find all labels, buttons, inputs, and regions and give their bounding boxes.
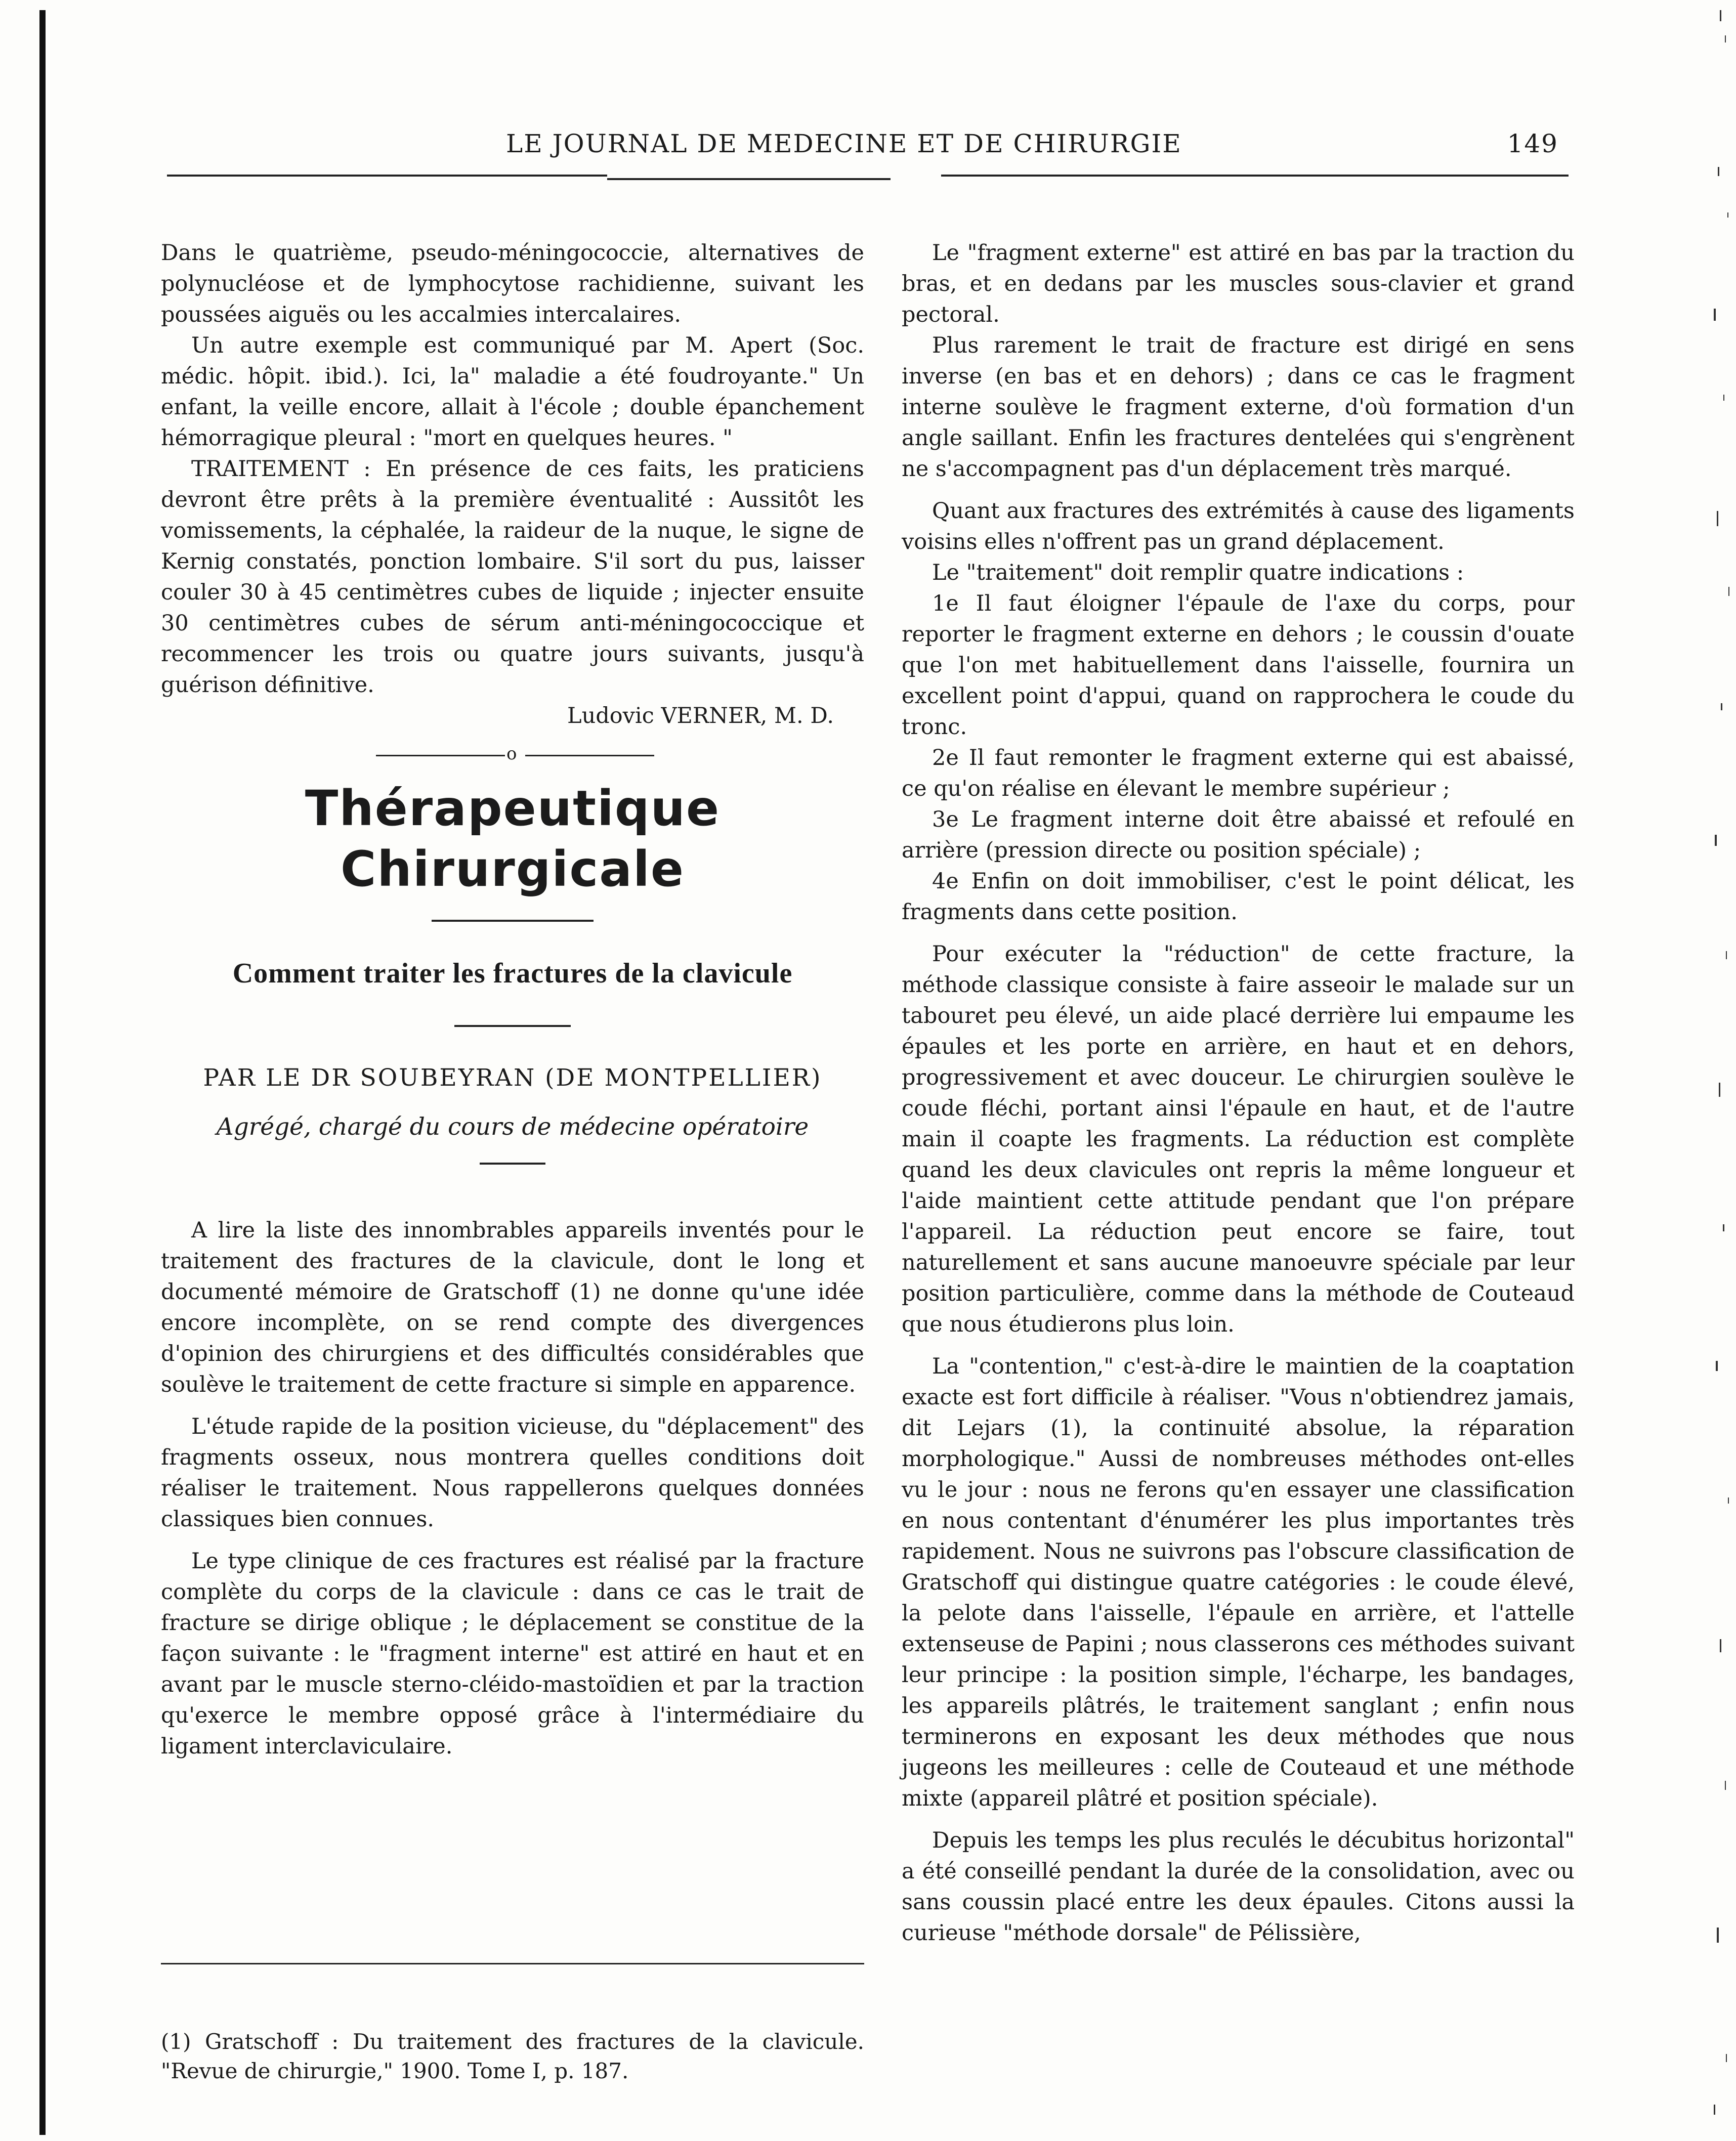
affiliation: Agrégé, chargé du cours de médecine opératoire <box>216 1113 809 1141</box>
list-item: 3e Le fragment interne doit être abaissé et refoulé en arrière (pression directe ou position spéciale) ; <box>902 807 1575 863</box>
header-rule <box>167 175 607 177</box>
paragraph: A lire la liste des innombrables appareils inventés pour le traitement des fractures de la clavicule, dont le long et documenté mémoire de Gratschoff (1) ne donne qu'une idée encore incomplète, on se rend compte des divergences d'opinion des chirurgiens et des difficultés considérables que soulève le traitement de cette fracture si simple en apparence. <box>161 1218 864 1397</box>
paragraph: Plus rarement le trait de fracture est dirigé en sens inverse (en bas et en dehors) ; dans ce cas le fragment interne soulève le fragment externe, d'où formation d'un angle saillant. Enfin les fractures dentelées qui s'engrènent ne s'accompagnent pas d'un déplacement très marqué. <box>902 333 1575 482</box>
list-item: 2e Il faut remonter le fragment externe qui est abaissé, ce qu'on réalise en élevant le membre supérieur ; <box>902 745 1575 801</box>
list-item: 4e Enfin on doit immobiliser, c'est le point délicat, les fragments dans cette position. <box>902 869 1575 925</box>
paragraph: Le "fragment externe" est attiré en bas par la traction du bras, et en dedans par les muscles sous-clavier et grand pectoral. <box>902 240 1575 327</box>
paragraph: TRAITEMENT : En présence de ces faits, les praticiens devront être prêts à la première éventualité : Aussitôt les vomissements, la céphalée, la raideur de la nuque, le signe de Kernig constatés, ponction lombaire. S'il sort du pus, laisser couler 30 à 45 centimètres cubes de liquide ; injecter ensuite 30 centimètres cubes de sérum anti-méningococcique et recommencer les trois ou quatre jours suivants, jusqu'à guérison définitive. <box>161 456 864 698</box>
byline-rule <box>480 1163 545 1165</box>
running-header <box>506 129 1558 164</box>
separator-line <box>525 755 654 756</box>
binding-edge <box>39 10 46 2135</box>
paragraph: Quant aux fractures des extrémités à cause des ligaments voisins elles n'offrent pas un grand déplacement. <box>902 498 1575 554</box>
paragraph: Pour exécuter la "réduction" de cette fracture, la méthode classique consiste à faire asseoir le malade sur un tabouret peu élevé, un aide placé derrière lui empaume les épaules et les porte en arrière, en haut et en dehors, progressivement et avec douceur. Le chirurgien soulève le coude fléchi, portant ainsi l'épaule en haut, et de l'autre main il coapte les fragments. La réduction est complète quand les deux clavicules ont repris la même longueur et l'aide maintient cette attitude pendant que l'on prépare l'appareil. La réduction peut encore se faire, tout naturellement et sans aucune manoeuvre spéciale par leur position particulière, comme dans la méthode de Couteaud que nous étudierons plus loin. <box>902 941 1575 1337</box>
section-separator <box>161 739 864 769</box>
left-column <box>161 238 864 1762</box>
paragraph: Dans le quatrième, pseudo-méningococcie, alternatives de polynucléose et de lymphocytose rachidienne, suivant les poussées aiguës ou les accalmies intercalaires. <box>161 240 864 327</box>
byline: PAR LE DR SOUBEYRAN (DE MONTPELLIER) <box>203 1064 822 1092</box>
footnote-rule <box>161 1963 864 1964</box>
paragraph: La "contention," c'est-à-dire le maintien de la coaptation exacte est fort difficile à réaliser. "Vous n'obtiendrez jamais, dit Lejars (1), la continuité absolue, la réparation morphologique." Aussi de nombreuses méthodes ont-elles vu le jour : nous ne ferons qu'en essayer une classification en nous contentant d'énumérer les plus importantes très rapidement. Nous ne suivrons pas l'obscure classification de Gratschoff qui distingue quatre catégories : le coude élevé, la pelote dans l'aisselle, l'épaule en arrière, et l'attelle extenseuse de Papini ; nous classerons ces méthodes suivant leur principe : la position simple, l'écharpe, les bandages, les appareils plâtrés, le traitement sanglant ; enfin nous terminerons en exposant les deux méthodes que nous jugeons les meilleures : celle de Couteaud et une méthode mixte (appareil plâtré et position spéciale). <box>902 1354 1575 1811</box>
page-number: 149 <box>1507 129 1558 158</box>
paragraph: Depuis les temps les plus reculés le décubitus horizontal" a été conseillé pendant la durée de la consolidation, avec ou sans coussin placé entre les deux épaules. Citons aussi la curieuse "méthode dorsale" de Pélissière, <box>902 1828 1575 1946</box>
header-rule <box>607 178 891 180</box>
paragraph: Un autre exemple est communiqué par M. Apert (Soc. médic. hôpit. ibid.). Ici, la" maladie a été foudroyante." Un enfant, la veille encore, allait à l'école ; double épanchement hémorragique pleural : "mort en quelques heures. " <box>161 333 864 451</box>
paragraph: L'étude rapide de la position vicieuse, du "déplacement" des fragments osseux, nous montrera quelles conditions doit réaliser le traitement. Nous rappellerons quelques données classiques bien connues. <box>161 1414 864 1532</box>
author-signature: Ludovic VERNER, M. D. <box>567 703 834 729</box>
separator-line <box>376 755 505 756</box>
header-rule <box>941 175 1569 177</box>
heading-rule <box>432 920 594 922</box>
footnote: (1) Gratschoff : Du traitement des fractures de la clavicule. "Revue de chirurgie," 1900. Tome I, p. 187. <box>161 2029 864 2083</box>
paragraph: Le type clinique de ces fractures est réalisé par la fracture complète du corps de la clavicule : dans ce cas le trait de fracture se dirige oblique ; le déplacement se constitue de la façon suivante : le "fragment interne" est attiré en haut et en avant par le muscle sterno-cléido-mastoïdien et par la traction qu'exerce le membre opposé grâce à l'intermédiaire du ligament interclaviculaire. <box>161 1549 864 1759</box>
journal-title: LE JOURNAL DE MEDECINE ET DE CHIRURGIE <box>506 129 1182 158</box>
section-heading: Thérapeutique Chirurgicale <box>305 780 721 897</box>
paragraph: Le "traitement" doit remplir quatre indications : <box>932 560 1464 585</box>
right-column <box>902 238 1575 1949</box>
separator-mark: o <box>506 744 517 764</box>
title-rule <box>454 1025 571 1027</box>
scan-noise-edge <box>1665 0 1736 2141</box>
list-item: 1e Il faut éloigner l'épaule de l'axe du corps, pour reporter le fragment externe en dehors ; le coussin d'ouate que l'on met habituellement dans l'aisselle, fournira un excellent point d'appui, quand on rapprochera le coude du tronc. <box>902 591 1575 740</box>
article-title: Comment traiter les fractures de la clavicule <box>232 958 793 989</box>
